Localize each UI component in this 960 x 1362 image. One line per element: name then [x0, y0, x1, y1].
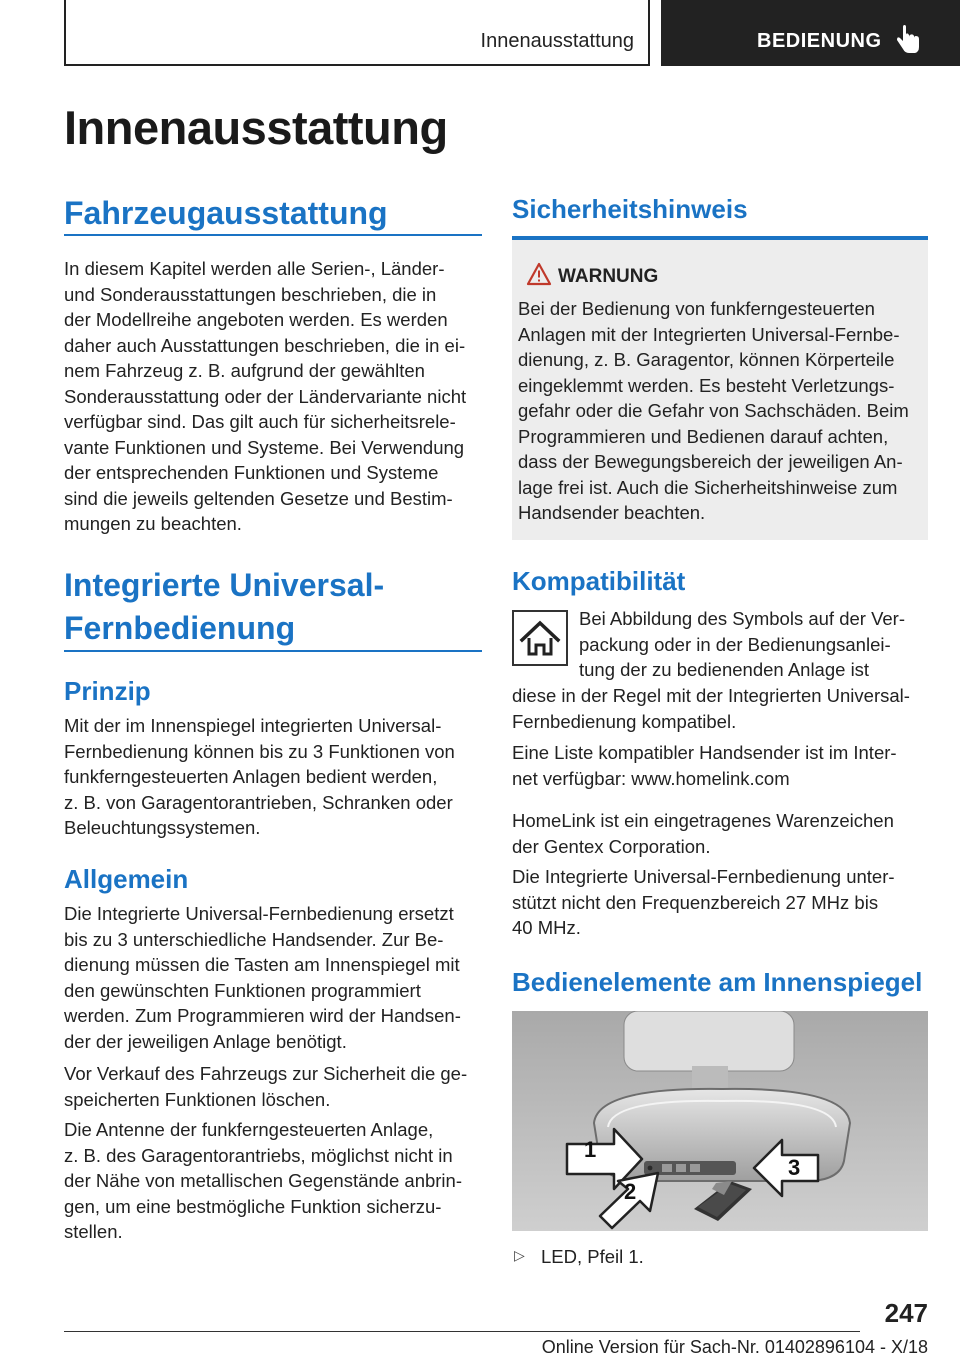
header-chapter-box [661, 0, 960, 66]
heading-bedienelemente: Bedienelemente am Innenspiegel [512, 967, 923, 997]
text-line: werden. Zum Programmieren wird der Handsen- [64, 1005, 461, 1026]
text-line: Handsender beachten. [518, 502, 706, 523]
text-line: stellen. [64, 1221, 123, 1242]
mirror-photo [512, 1011, 928, 1231]
text-line: der der jeweiligen Anlage benötigt. [64, 1030, 347, 1052]
text-line: Bei Abbildung des Symbols auf der Ver- [579, 608, 905, 629]
text-line: den gewünschten Funktionen programmiert [64, 979, 421, 1001]
bullet-triangle-icon: ▷ [514, 1247, 525, 1263]
text-line: Programmieren und Bedienen darauf achten, [518, 425, 889, 447]
text-line: gen, um eine bestmögliche Funktion sicherzu- [64, 1195, 442, 1217]
text-line: packung oder in der Bedienungsanlei- [579, 633, 891, 655]
text-line: der Nähe von metallischen Gegenstände anbrin- [64, 1170, 462, 1191]
text-line: verfügbar sind. Das gilt auch für sicherheitsrele- [64, 411, 456, 432]
bullet-led: LED, Pfeil 1. [541, 1246, 644, 1267]
heading-sicherheitshinweis: Sicherheitshinweis [512, 194, 748, 224]
paragraph-antenne [64, 1117, 484, 1245]
text-line: der Gentex Corporation. [512, 835, 711, 857]
text-line: vante Funktionen und Systeme. Bei Verwendung [64, 436, 465, 458]
text-line: Die Antenne der funkferngesteuerten Anlage, [64, 1119, 434, 1140]
paragraph-verkauf [64, 1061, 484, 1112]
text-line: nem Fahrzeug z. B. aufgrund der gewählten [64, 360, 425, 381]
paragraph-prinzip [64, 713, 484, 841]
hand-pointer-icon [895, 25, 921, 55]
text-line: HomeLink ist ein eingetragenes Warenzeichen [512, 810, 894, 831]
text-line: dienung müssen die Tasten am Innenspiegel mit [64, 954, 460, 975]
homelink-house-icon [512, 610, 568, 666]
header-chapter-title: BEDIENUNG [757, 30, 882, 52]
text-line: 40 MHz. [512, 917, 581, 938]
heading-rule [64, 650, 482, 652]
text-line: In diesem Kapitel werden alle Serien-, Länder- [64, 258, 445, 279]
text-line: der entsprechenden Funktionen und Systeme [64, 462, 439, 483]
text-line: der Modellreihe angeboten werden. Es werden [64, 309, 448, 330]
text-line: Fernbedienung können bis zu 3 Funktionen von [64, 740, 455, 762]
text-line: Fernbedienung kompatibel. [512, 710, 737, 732]
header-section-title: Innenausstattung [480, 30, 634, 52]
text-line: dienung, z. B. Garagentor, können Körperteile [518, 349, 895, 370]
paragraph-fahrzeugausstattung [64, 256, 484, 537]
heading-integrierte-1: Integrierte Universal- [64, 567, 385, 603]
text-line: tung der zu bedienenden Anlage ist [579, 659, 870, 680]
text-line: und Sonderausstattungen beschrieben, die in [64, 283, 437, 305]
text-line: stützt nicht den Frequenzbereich 27 MHz bis [512, 891, 879, 913]
text-line: Die Integrierte Universal-Fernbedienung ersetzt [64, 903, 454, 924]
text-line: Vor Verkauf des Fahrzeugs zur Sicherheit die ge- [64, 1063, 468, 1084]
paragraph-kompatibilitaet-intro [579, 606, 931, 683]
heading-allgemein: Allgemein [64, 864, 189, 894]
warning-box [512, 236, 928, 540]
warning-title: WARNUNG [558, 266, 659, 287]
text-line: funkferngesteuerten Anlagen bedient werden, [64, 766, 438, 787]
text-line: dass der Bewegungsbereich der jeweiligen An- [518, 451, 903, 472]
text-line: gefahr oder die Gefahr von Sachschäden. Beim [518, 400, 909, 421]
text-line: net verfügbar: www.homelink.com [512, 767, 790, 789]
heading-kompatibilitaet: Kompatibilität [512, 566, 686, 596]
text-line: Bei der Bedienung von funkferngesteuerten [518, 298, 875, 319]
footer-online-version: Online Version für Sach-Nr. 01402896104 - X/18 [541, 1337, 928, 1357]
text-line: Sonderausstattung oder der Ländervariante nicht [64, 385, 467, 407]
text-line: bis zu 3 unterschiedliche Handsender. Zur Be- [64, 928, 444, 950]
text-line: sind die jeweils geltenden Gesetze und Bestim- [64, 487, 453, 509]
paragraph-frequenz [512, 864, 932, 941]
warning-triangle-icon [526, 262, 552, 286]
header-section-box [64, 0, 650, 66]
page-number: 247 [884, 1298, 928, 1328]
page-title: Innenausstattung [64, 101, 448, 154]
text-line: speicherten Funktionen löschen. [64, 1088, 331, 1110]
warning-text [518, 296, 924, 526]
text-line: Die Integrierte Universal-Fernbedienung unter- [512, 866, 895, 887]
text-line: mungen zu beachten. [64, 513, 242, 534]
paragraph-allgemein [64, 901, 484, 1054]
heading-fahrzeugausstattung: Fahrzeugausstattung [64, 195, 388, 231]
text-line: z. B. des Garagentorantriebs, möglichst nicht in [64, 1144, 453, 1166]
paragraph-homelink [512, 808, 932, 859]
text-line: lage frei ist. Auch die Sicherheitshinweise zum [518, 476, 898, 498]
paragraph-kompatibilitaet [512, 683, 932, 734]
heading-rule [64, 234, 482, 236]
text-line: Eine Liste kompatibler Handsender ist im Inter- [512, 742, 897, 763]
text-line: diese in der Regel mit der Integrierten Universal- [512, 685, 910, 706]
text-line: daher auch Ausstattungen beschrieben, die in ei- [64, 334, 466, 356]
callout-label-3: 3 [788, 1155, 801, 1180]
footer-rule [64, 1331, 860, 1332]
callout-label-2: 2 [624, 1179, 637, 1204]
text-line: Beleuchtungssystemen. [64, 817, 261, 838]
text-line: Mit der im Innenspiegel integrierten Universal- [64, 715, 442, 736]
text-line: Anlagen mit der Integrierten Universal-Fernbe- [518, 323, 900, 345]
callout-label-1: 1 [584, 1137, 597, 1162]
paragraph-liste [512, 740, 932, 791]
text-line: eingeklemmt werden. Es besteht Verletzungs- [518, 374, 895, 396]
heading-integrierte-2: Fernbedienung [64, 610, 296, 646]
text-line: z. B. von Garagentorantrieben, Schranken oder [64, 791, 453, 813]
heading-prinzip: Prinzip [64, 676, 151, 706]
